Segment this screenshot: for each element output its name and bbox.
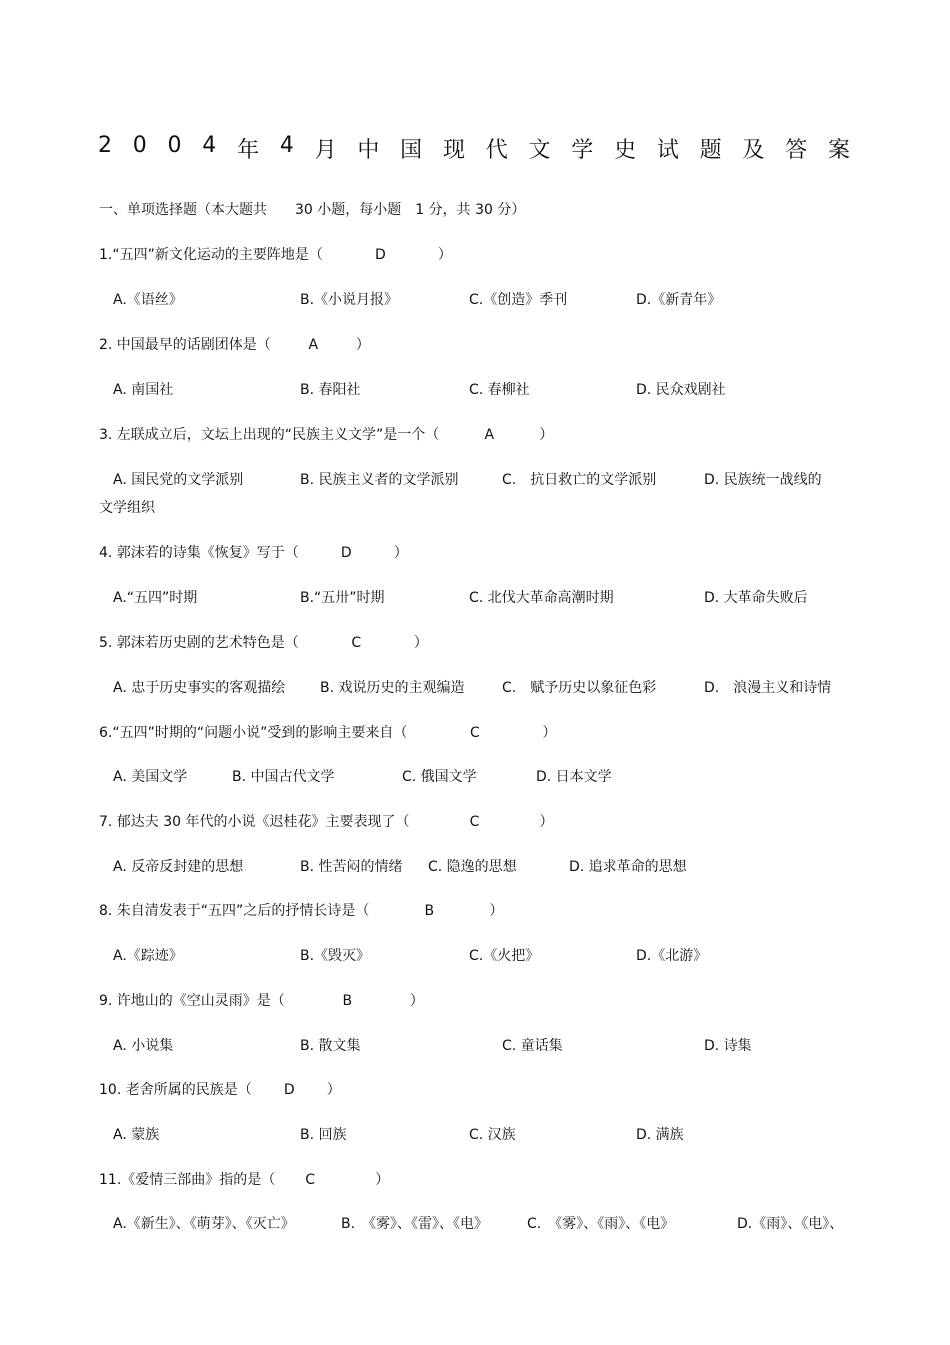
question-stem: 1.“五四”新文化运动的主要阵地是（ (99, 247, 323, 263)
question-stem: 5. 郭沫若历史剧的艺术特色是（ (99, 635, 299, 651)
answer: D (283, 1082, 295, 1098)
question-1 (99, 244, 452, 264)
answer: C (469, 814, 480, 830)
title-char: 文 (528, 138, 551, 163)
title-char: 学 (571, 138, 594, 163)
answer: C (305, 1172, 316, 1188)
answer: B (424, 903, 435, 919)
option-b: B. 戏说历史的主观编造 (320, 680, 465, 696)
question-4 (99, 542, 408, 562)
option-b: B. 中国古代文学 (232, 769, 335, 785)
title-char: 现 (442, 138, 465, 163)
option-b: B. 回族 (300, 1127, 347, 1143)
option-c: C.《创造》季刊 (469, 292, 568, 308)
section-heading: 一、单项选择题（本大题共 30 小题，每小题 1 分，共 30 分） (99, 202, 526, 218)
question-stem: 8. 朱自清发表于“五四”之后的抒情长诗是（ (99, 903, 370, 919)
close-paren: ） (375, 1172, 390, 1188)
question-stem: 7. 郁达夫 30 年代的小说《迟桂花》主要表现了（ (99, 814, 410, 830)
option-b: B. 《雾》、《雷》、《电》 (341, 1216, 489, 1232)
option-d: D. 大革命失败后 (704, 590, 808, 606)
option-c: C. 北伐大革命高潮时期 (469, 590, 614, 606)
option-d: D. 追求革命的思想 (569, 859, 687, 875)
option-d-continued: 文学组织 (99, 500, 155, 516)
option-a: A.《踪迹》 (113, 948, 183, 964)
title-char: 4 (202, 133, 217, 158)
option-c: C.《火把》 (469, 948, 540, 964)
option-c: C. 隐逸的思想 (428, 859, 517, 875)
option-a: A.《语丝》 (113, 292, 183, 308)
question-stem: 3. 左联成立后，文坛上出现的“民族主义文学”是一个（ (99, 427, 440, 443)
option-a: A. 忠于历史事实的客观描绘 (113, 680, 286, 696)
title-char: 中 (357, 138, 380, 163)
option-b: B. 性苦闷的情绪 (300, 859, 403, 875)
close-paren: ） (489, 903, 504, 919)
title-char: 题 (699, 138, 722, 163)
answer: C (351, 635, 362, 651)
option-c: C. 春柳社 (469, 382, 530, 398)
option-b: B. 民族主义者的文学派别 (300, 472, 459, 488)
close-paren: ） (437, 247, 452, 263)
option-b: B.《毁灭》 (300, 948, 371, 964)
option-c: C. 《雾》、《雨》、《电》 (527, 1216, 675, 1232)
option-a: A. 小说集 (113, 1038, 174, 1054)
option-a: A. 国民党的文学派别 (113, 472, 244, 488)
question-11 (99, 1169, 389, 1189)
question-stem: 4. 郭沫若的诗集《恢复》写于（ (99, 545, 299, 561)
close-paren: ） (413, 635, 428, 651)
option-d: D. 诗集 (704, 1038, 752, 1054)
option-c: C. 俄国文学 (402, 769, 477, 785)
close-paren: ） (355, 337, 370, 353)
option-d: D. 浪漫主义和诗情 (704, 680, 832, 696)
question-7 (99, 811, 554, 831)
question-stem: 9. 许地山的《空山灵雨》是（ (99, 993, 285, 1009)
option-a: A. 美国文学 (113, 769, 188, 785)
question-8 (99, 900, 503, 920)
question-6 (99, 722, 556, 742)
title-char: 2 (98, 133, 112, 158)
title-char: 及 (742, 138, 765, 163)
question-stem: 6.“五四”时期的“问题小说”受到的影响主要来自（ (99, 725, 408, 741)
option-d: D. 民众戏剧社 (636, 382, 726, 398)
title-char: 月 (314, 138, 337, 163)
answer: D (340, 545, 352, 561)
page-title (98, 133, 850, 164)
title-char: 年 (237, 138, 260, 163)
option-d: D.《雨》、《电》、 (737, 1216, 844, 1232)
question-5 (99, 632, 428, 652)
close-paren: ） (539, 427, 554, 443)
option-c: C. 童话集 (502, 1038, 563, 1054)
option-b: B.“五卅”时期 (300, 590, 385, 606)
option-b: B.《小说月报》 (300, 292, 399, 308)
option-d: D.《北游》 (636, 948, 708, 964)
title-char: 0 (132, 133, 147, 158)
option-a: A. 南国社 (113, 382, 174, 398)
title-char: 4 (279, 133, 294, 158)
option-d: D. 满族 (636, 1127, 684, 1143)
title-char: 0 (167, 133, 182, 158)
close-paren: ） (542, 725, 557, 741)
question-2 (99, 334, 370, 354)
option-b: B. 春阳社 (300, 382, 361, 398)
answer: C (469, 725, 480, 741)
option-a: A. 蒙族 (113, 1127, 160, 1143)
option-d: D. 日本文学 (536, 769, 612, 785)
answer: D (374, 247, 386, 263)
question-9 (99, 990, 424, 1010)
option-c: C. 赋予历史以象征色彩 (502, 680, 657, 696)
title-char: 答 (785, 138, 808, 163)
title-char: 案 (827, 138, 850, 163)
question-stem: 10. 老舍所属的民族是（ (99, 1082, 252, 1098)
option-d: D.《新青年》 (636, 292, 722, 308)
question-stem: 2. 中国最早的话剧团体是（ (99, 337, 271, 353)
option-c: C. 汉族 (469, 1127, 516, 1143)
question-10 (99, 1079, 341, 1099)
answer: A (308, 337, 319, 353)
question-3 (99, 424, 553, 444)
title-char: 史 (614, 138, 637, 163)
option-c: C. 抗日救亡的文学派别 (502, 472, 657, 488)
option-d: D. 民族统一战线的 (704, 472, 822, 488)
close-paren: ） (326, 1082, 341, 1098)
title-char: 代 (485, 138, 508, 163)
option-a: A. 反帝反封建的思想 (113, 859, 244, 875)
option-a: A.《新生》、《萌芽》、《灭亡》 (113, 1216, 295, 1232)
answer: B (342, 993, 353, 1009)
option-b: B. 散文集 (300, 1038, 361, 1054)
close-paren: ） (393, 545, 408, 561)
close-paren: ） (539, 814, 554, 830)
answer: A (484, 427, 495, 443)
option-a: A.“五四”时期 (113, 590, 198, 606)
title-char: 国 (400, 138, 423, 163)
question-stem: 11.《爱情三部曲》指的是（ (99, 1172, 276, 1188)
title-char: 试 (656, 138, 679, 163)
close-paren: ） (409, 993, 424, 1009)
